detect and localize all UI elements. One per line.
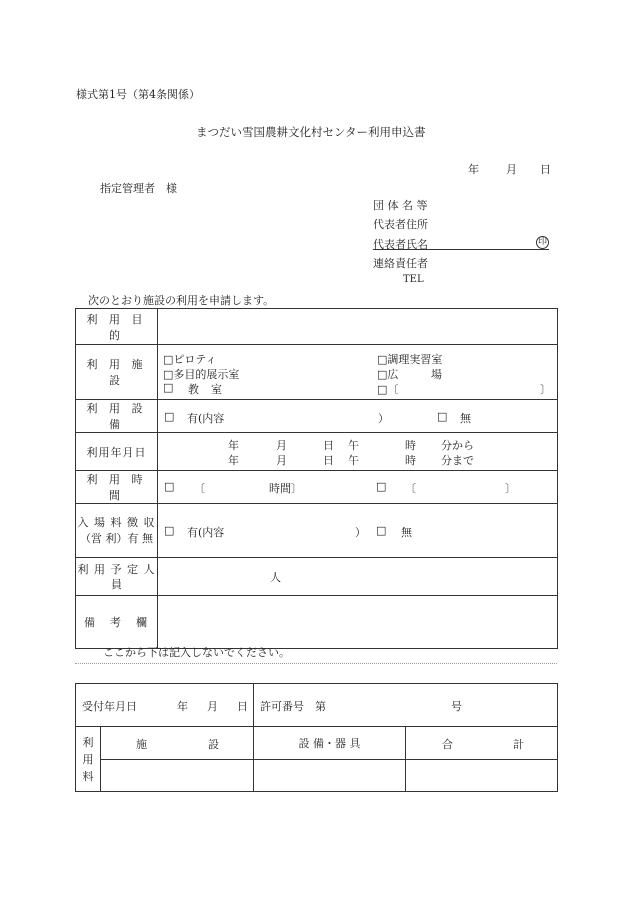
permit-number-cell: 許可番号 第 号: [254, 684, 558, 727]
row-equipment: [76, 400, 558, 433]
checkbox-equipment-yes[interactable]: [164, 410, 174, 423]
col-facility: 施 設: [101, 727, 254, 760]
fee-column-label: 利 用 料: [76, 727, 101, 792]
rep-address-label: 代表者住所: [373, 218, 428, 231]
application-table: [75, 308, 558, 649]
checkbox-plaza[interactable]: □ 広: [377, 366, 398, 382]
checkbox-equipment-no[interactable]: [437, 410, 447, 423]
equipment-yes-label: 有(内容: [187, 411, 225, 425]
page-title: まつだい雪国農耕文化村センター利用申込書: [196, 125, 426, 139]
hours-field: □ 〔 時間〕 □ 〔 〕: [158, 471, 558, 504]
checkbox-hours-2[interactable]: [376, 480, 386, 493]
contact-person-label: 連絡責任者: [373, 257, 428, 270]
classroom-label-b: 室: [211, 383, 222, 396]
checkbox-fee-no[interactable]: [376, 524, 386, 537]
equipment-no-label: 無: [460, 411, 471, 425]
row-remarks: [76, 596, 558, 649]
dates-field[interactable]: 年 月 日 午 時 分から 年 月 日 午 時 分まで: [158, 433, 558, 471]
intro-text: 次のとおり施設の利用を申請します。: [88, 294, 275, 307]
entry-fee-label: 入 場 料 徴 収 （営 利）有 無: [76, 504, 158, 558]
tel-label: TEL: [403, 274, 424, 285]
checkbox-piloti[interactable]: □ ピロティ: [163, 351, 217, 367]
purpose-label: 利 用 目 的: [76, 309, 158, 345]
rep-name-underline: [373, 249, 549, 250]
office-use-table: [75, 683, 558, 792]
remarks-field[interactable]: [158, 596, 558, 649]
hours-label: 利 用 時 間: [76, 471, 158, 504]
checkbox-fee-yes[interactable]: [164, 524, 174, 537]
checkbox-hours-1[interactable]: [164, 480, 174, 493]
office-row-receipt: [76, 684, 558, 727]
facility-label: 利 用 施 設: [76, 345, 158, 400]
row-entry-fee: [76, 504, 558, 558]
row-people: [76, 558, 558, 596]
dates-label: 利用年月日: [76, 433, 158, 471]
row-purpose: [76, 309, 558, 345]
cut-line: [75, 663, 557, 664]
form-number: 様式第1号（第4条関係）: [76, 88, 200, 101]
seal-mark: 印: [537, 237, 547, 247]
office-row-header: [76, 727, 558, 760]
facility-fee-value[interactable]: [101, 760, 254, 792]
purpose-field[interactable]: [158, 309, 558, 345]
equipment-label: 利 用 設 備: [76, 400, 158, 433]
row-facility: [76, 345, 558, 400]
plaza-label-b: 場: [431, 368, 442, 381]
office-use-note: ここから下は記入しないでください。: [103, 646, 290, 659]
checkbox-cooking-room[interactable]: □ 調理実習室: [377, 351, 442, 367]
classroom-label-a: 教: [188, 383, 199, 396]
rep-name-label: 代表者氏名: [373, 238, 428, 251]
equipment-fee-value[interactable]: [254, 760, 406, 792]
facility-field: [158, 345, 558, 400]
row-dates: [76, 433, 558, 471]
equipment-paren-close: ）: [378, 411, 389, 425]
equipment-field: [158, 400, 558, 433]
addressee: 指定管理者 様: [100, 182, 177, 195]
office-row-values: [76, 760, 558, 792]
people-label: 利 用 予 定 人 員: [76, 558, 158, 596]
col-equipment: 設 備・器 具: [254, 727, 406, 760]
other-facility-close: 〕: [540, 383, 551, 396]
group-name-label: 団 体 名 等: [373, 199, 428, 212]
remarks-label: 備 考 欄: [76, 596, 158, 649]
total-fee-value[interactable]: [406, 760, 558, 792]
people-field[interactable]: 人: [158, 558, 558, 596]
checkbox-classroom[interactable]: [163, 381, 173, 394]
entry-fee-field: □ 有(内容 ） □ 無: [158, 504, 558, 558]
checkbox-other-facility[interactable]: □ 〔: [377, 381, 398, 397]
checkbox-exhibition-room[interactable]: □ 多目的展示室: [163, 366, 239, 382]
received-date-cell: 受付年月日 年 月 日: [76, 684, 254, 727]
col-total: 合 計: [406, 727, 558, 760]
row-hours: [76, 471, 558, 504]
